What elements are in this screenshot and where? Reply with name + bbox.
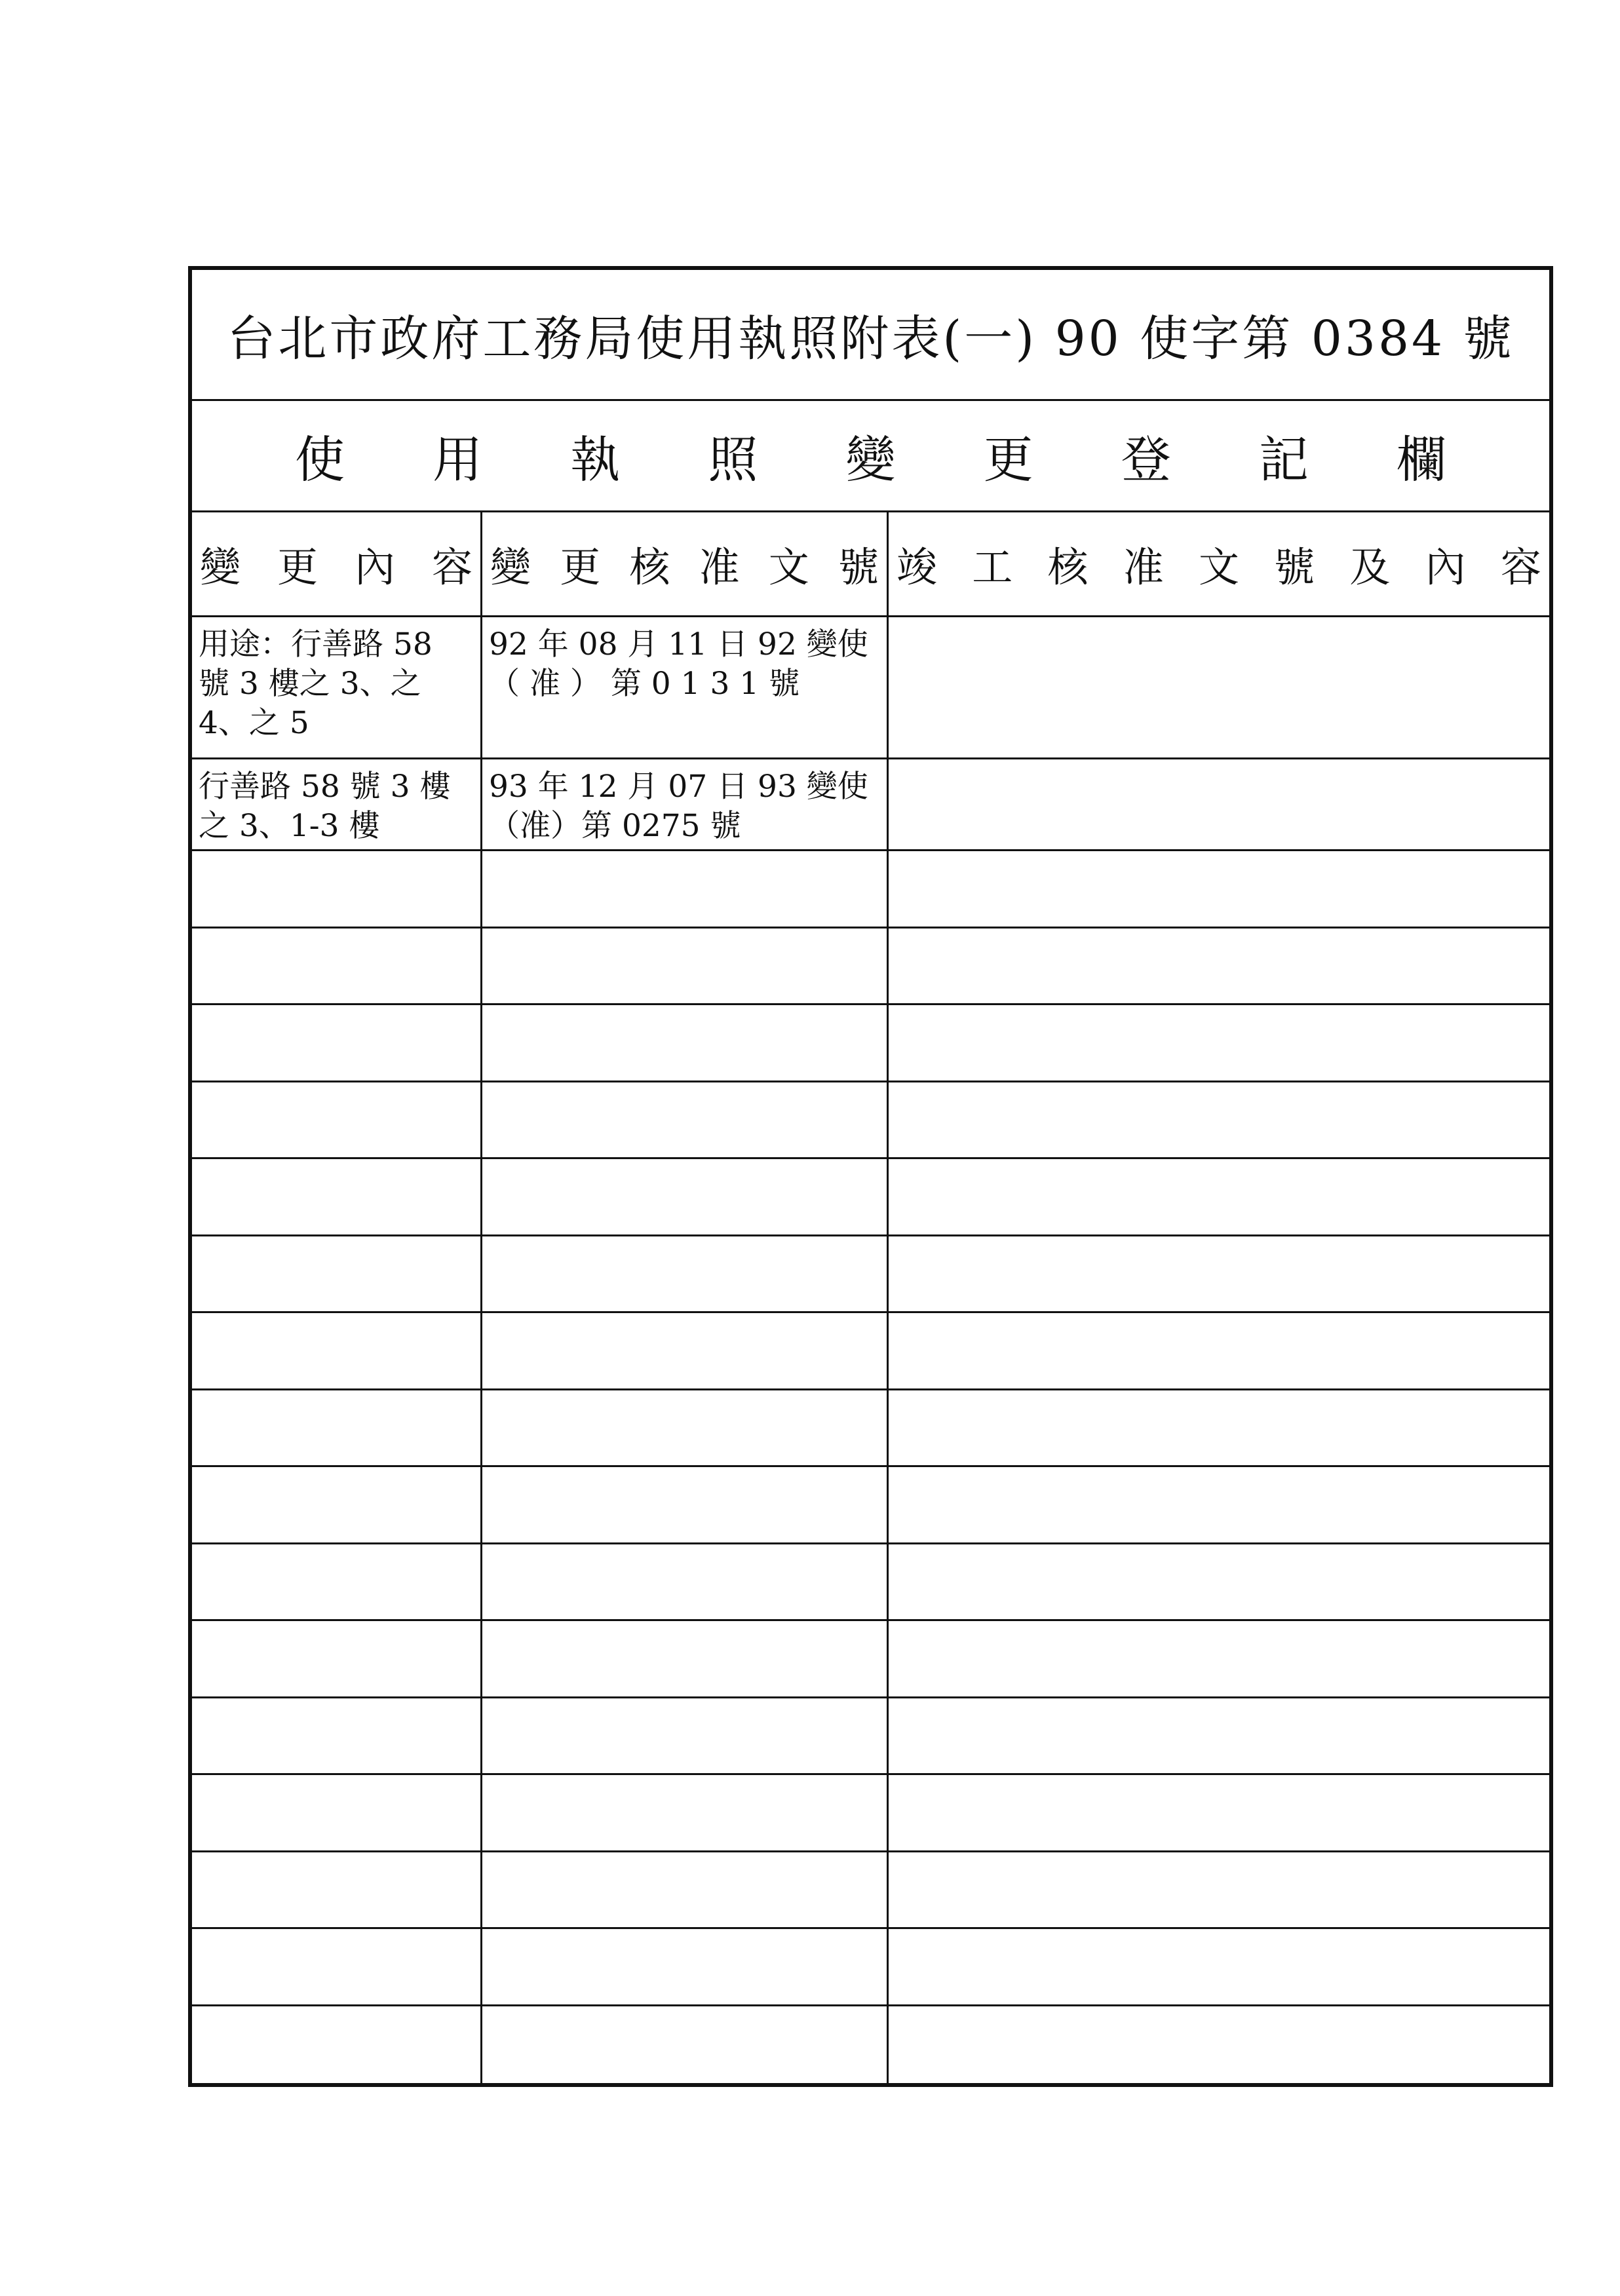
header-char: 准 [1123, 543, 1164, 591]
column-header-row [192, 512, 1549, 617]
table-row [192, 1621, 1549, 1698]
completion-cell [889, 2006, 1549, 2084]
header-char: 更 [560, 543, 601, 591]
approval-number-cell [482, 851, 887, 927]
change-content-cell [192, 617, 480, 757]
approval-number-cell [482, 1082, 887, 1158]
approval-number-cell [482, 1621, 887, 1696]
section-title-char: 變 [845, 430, 896, 489]
approval-number-cell [482, 1698, 887, 1774]
header-char: 工 [972, 543, 1013, 591]
cell-text-line: 用途：行善路 58 [199, 626, 433, 662]
cell-text-line: （准）第 0275 號 [489, 808, 741, 844]
header-char: 竣 [897, 543, 938, 591]
change-register-form [188, 266, 1553, 2087]
section-title [192, 401, 1549, 512]
section-title-char: 更 [983, 430, 1033, 489]
header-char: 核 [1047, 543, 1089, 591]
change-content-cell [192, 1544, 480, 1620]
cell-text-line: 92 年 08 月 11 日 92 變使 [489, 626, 868, 662]
table-row [192, 1082, 1549, 1160]
header-change-content [192, 512, 480, 615]
completion-cell [889, 1082, 1549, 1158]
section-title-char: 記 [1258, 430, 1309, 489]
cell-text-line: 之 3、1-3 樓 [199, 808, 380, 844]
section-title-char: 登 [1121, 430, 1171, 489]
completion-cell [889, 1005, 1549, 1081]
completion-cell [889, 1698, 1549, 1774]
header-char: 容 [1500, 543, 1541, 591]
completion-cell [889, 617, 1549, 757]
cell-text-line: （ 准 ） 第 0 1 3 1 號 [489, 666, 800, 702]
table-row [192, 1313, 1549, 1390]
change-content-cell [192, 1005, 480, 1081]
header-char: 變 [200, 543, 241, 591]
completion-cell [889, 1467, 1549, 1542]
header-char: 容 [431, 543, 473, 591]
change-content-cell [192, 759, 480, 849]
header-char: 更 [277, 543, 318, 591]
table-row [192, 1390, 1549, 1468]
approval-number-cell [482, 1390, 887, 1466]
completion-cell [889, 1159, 1549, 1234]
cell-text-line: 號 3 樓之 3、之 [199, 666, 421, 702]
change-content-cell [192, 1082, 480, 1158]
header-char: 內 [1425, 543, 1466, 591]
header-char: 准 [699, 543, 740, 591]
approval-number-cell [482, 1159, 887, 1234]
form-title: 台北市政府工務局使用執照附表(一) 90 使字第 0384 號 [192, 270, 1549, 401]
approval-number-cell [482, 1005, 887, 1081]
table-row [192, 928, 1549, 1006]
table-row [192, 759, 1549, 851]
change-content-cell [192, 1390, 480, 1466]
header-change-approval-number [482, 512, 887, 615]
change-content-cell [192, 1159, 480, 1234]
cell-text-line: 行善路 58 號 3 樓 [199, 769, 451, 805]
section-title-char: 欄 [1396, 430, 1446, 489]
completion-cell [889, 851, 1549, 927]
change-content-cell [192, 851, 480, 927]
change-content-cell [192, 1698, 480, 1774]
header-char: 內 [354, 543, 395, 591]
change-content-cell [192, 1929, 480, 2004]
completion-cell [889, 1929, 1549, 2004]
completion-cell [889, 1852, 1549, 1928]
table-row [192, 1159, 1549, 1236]
approval-number-cell [482, 1467, 887, 1542]
table-row [192, 1544, 1549, 1622]
table-row [192, 2006, 1549, 2084]
change-content-cell [192, 2006, 480, 2084]
change-content-cell [192, 1313, 480, 1388]
section-title-char: 使 [295, 430, 345, 489]
table-row [192, 617, 1549, 759]
cell-text-line: 4、之 5 [199, 705, 309, 741]
section-title-char: 用 [433, 430, 483, 489]
approval-number-cell [482, 1852, 887, 1928]
approval-number-cell [482, 1544, 887, 1620]
change-content-cell [192, 1236, 480, 1312]
cell-text-line: 93 年 12 月 07 日 93 變使 [489, 769, 868, 805]
header-char: 文 [768, 543, 809, 591]
table-row [192, 1698, 1549, 1776]
table-row [192, 1005, 1549, 1082]
approval-number-cell [482, 2006, 887, 2084]
table-row [192, 1852, 1549, 1930]
header-char: 及 [1349, 543, 1391, 591]
table-row [192, 1775, 1549, 1852]
section-title-char: 執 [570, 430, 621, 489]
approval-number-cell [482, 617, 887, 757]
approval-number-cell [482, 1313, 887, 1388]
header-char: 文 [1198, 543, 1239, 591]
table-row [192, 1929, 1549, 2006]
completion-cell [889, 1544, 1549, 1620]
change-content-cell [192, 1852, 480, 1928]
completion-cell [889, 759, 1549, 849]
completion-cell [889, 1313, 1549, 1388]
completion-cell [889, 1390, 1549, 1466]
completion-cell [889, 928, 1549, 1004]
table-row [192, 1467, 1549, 1544]
change-content-cell [192, 1775, 480, 1850]
completion-cell [889, 1236, 1549, 1312]
table-row [192, 1236, 1549, 1314]
change-content-cell [192, 928, 480, 1004]
approval-number-cell [482, 1929, 887, 2004]
approval-number-cell [482, 1775, 887, 1850]
approval-number-cell [482, 928, 887, 1004]
table-row [192, 851, 1549, 928]
approval-number-cell [482, 1236, 887, 1312]
header-char: 核 [629, 543, 670, 591]
table-body [192, 617, 1549, 2083]
completion-cell [889, 1621, 1549, 1696]
section-title-char: 照 [708, 430, 758, 489]
header-completion-approval [889, 512, 1549, 615]
change-content-cell [192, 1621, 480, 1696]
completion-cell [889, 1775, 1549, 1850]
approval-number-cell [482, 759, 887, 849]
change-content-cell [192, 1467, 480, 1542]
header-char: 變 [490, 543, 531, 591]
header-char: 號 [838, 543, 879, 591]
header-char: 號 [1274, 543, 1315, 591]
